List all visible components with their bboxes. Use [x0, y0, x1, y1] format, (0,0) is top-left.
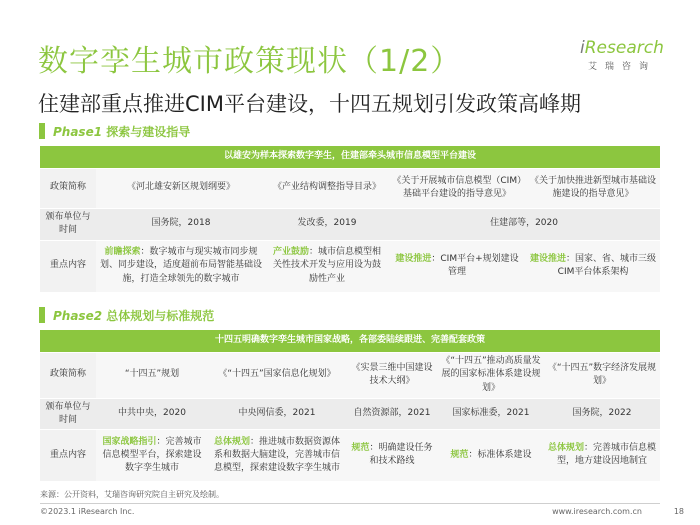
- copyright: ©2023.1 iResearch Inc.: [40, 507, 135, 516]
- phase1-content-row: [40, 240, 660, 292]
- content-cell: 建设推进：CIM平台+规划建设管理: [388, 240, 526, 292]
- content-cell: 产业鼓励：城市信息模型相关性技术开发与应用设为鼓励性产业: [266, 240, 388, 292]
- phase1-issuer-row: [40, 208, 660, 240]
- content-cell: 总体规划：完善城市信息模型，地方建设因地制宜: [544, 429, 660, 481]
- page-number: 18: [673, 507, 684, 516]
- logo-brand-cn: 艾瑞咨询: [587, 62, 656, 72]
- row-label: 重点内容: [40, 240, 96, 292]
- policy-cell: 《“十四五”国家信息化规划》: [208, 352, 346, 398]
- policy-cell: 《河北雄安新区规划纲要》: [96, 168, 266, 208]
- logo-brand: iResearch: [580, 38, 664, 58]
- phase1-marker: [39, 123, 45, 139]
- content-cell: 总体规划：推进城市数据资源体系和数据大脑建设，完善城市信息模型，探索建设数字孪生城市: [208, 429, 346, 481]
- policy-cell: 《“十四五”推动高质量发展的国家标准体系建设规划》: [438, 352, 544, 398]
- website-link[interactable]: www.iresearch.com.cn: [552, 507, 642, 516]
- issuer-cell: 发改委，2019: [266, 208, 388, 240]
- content-cell: 规范：明确建设任务和技术路线: [346, 429, 438, 481]
- phase1-heading: Phase1 探索与建设指导: [39, 121, 190, 141]
- phase2-heading: Phase2 总体规划与标准规范: [39, 305, 214, 325]
- issuer-cell: 国务院，2022: [544, 398, 660, 429]
- content-cell: 建设推进：国家、省、城市三级CIM平台体系架构: [526, 240, 660, 292]
- issuer-cell: 自然资源部，2021: [346, 398, 438, 429]
- phase1-banner-row: [40, 146, 660, 168]
- policy-cell: 《“十四五”数字经济发展规划》: [544, 352, 660, 398]
- phase1-table: [40, 146, 660, 293]
- row-label: 政策简称: [40, 168, 96, 208]
- phase2-policy-row: [40, 352, 660, 398]
- policy-cell: “十四五”规划: [96, 352, 208, 398]
- issuer-cell: 国家标准委，2021: [438, 398, 544, 429]
- footer-divider: [40, 503, 660, 504]
- issuer-cell: 国务院，2018: [96, 208, 266, 240]
- phase2-table: [40, 330, 660, 482]
- phase2-content-row: [40, 429, 660, 481]
- issuer-cell: 中央网信委，2021: [208, 398, 346, 429]
- content-cell: 前瞻探索：数字城市与现实城市同步规划、同步建设，适度超前布局智能基础设施，打造全球领先的数字城市: [96, 240, 266, 292]
- phase2-issuer-row: [40, 398, 660, 429]
- row-label: 政策简称: [40, 352, 96, 398]
- row-label: 重点内容: [40, 429, 96, 481]
- phase2-marker: [39, 307, 45, 323]
- policy-cell: 《产业结构调整指导目录》: [266, 168, 388, 208]
- row-label: 颁布单位与时间: [40, 208, 96, 240]
- policy-cell: 《关于加快推进新型城市基础设施建设的指导意见》: [526, 168, 660, 208]
- row-label: 颁布单位与时间: [40, 398, 96, 429]
- phase1-banner: 以雄安为样本探索数字孪生，住建部牵头城市信息模型平台建设: [40, 146, 660, 168]
- page-subtitle: 住建部重点推进CIM平台建设，十四五规划引发政策高峰期: [38, 92, 581, 116]
- phase2-banner: 十四五明确数字孪生城市国家战略，各部委陆续跟进、完善配套政策: [40, 330, 660, 352]
- source-note: 来源：公开资料，艾瑞咨询研究院自主研究及绘制。: [40, 490, 224, 499]
- policy-cell: 《关于开展城市信息模型（CIM）基础平台建设的指导意见》: [388, 168, 526, 208]
- issuer-cell: 住建部等，2020: [388, 208, 660, 240]
- policy-cell: 《实景三维中国建设技术大纲》: [346, 352, 438, 398]
- content-cell: 国家战略指引：完善城市信息模型平台，探索建设数字孪生城市: [96, 429, 208, 481]
- iresearch-logo: [580, 38, 664, 72]
- content-cell: 规范：标准体系建设: [438, 429, 544, 481]
- page-title: 数字孪生城市政策现状（1/2）: [38, 44, 462, 79]
- issuer-cell: 中共中央，2020: [96, 398, 208, 429]
- phase1-policy-row: [40, 168, 660, 208]
- phase2-banner-row: [40, 330, 660, 352]
